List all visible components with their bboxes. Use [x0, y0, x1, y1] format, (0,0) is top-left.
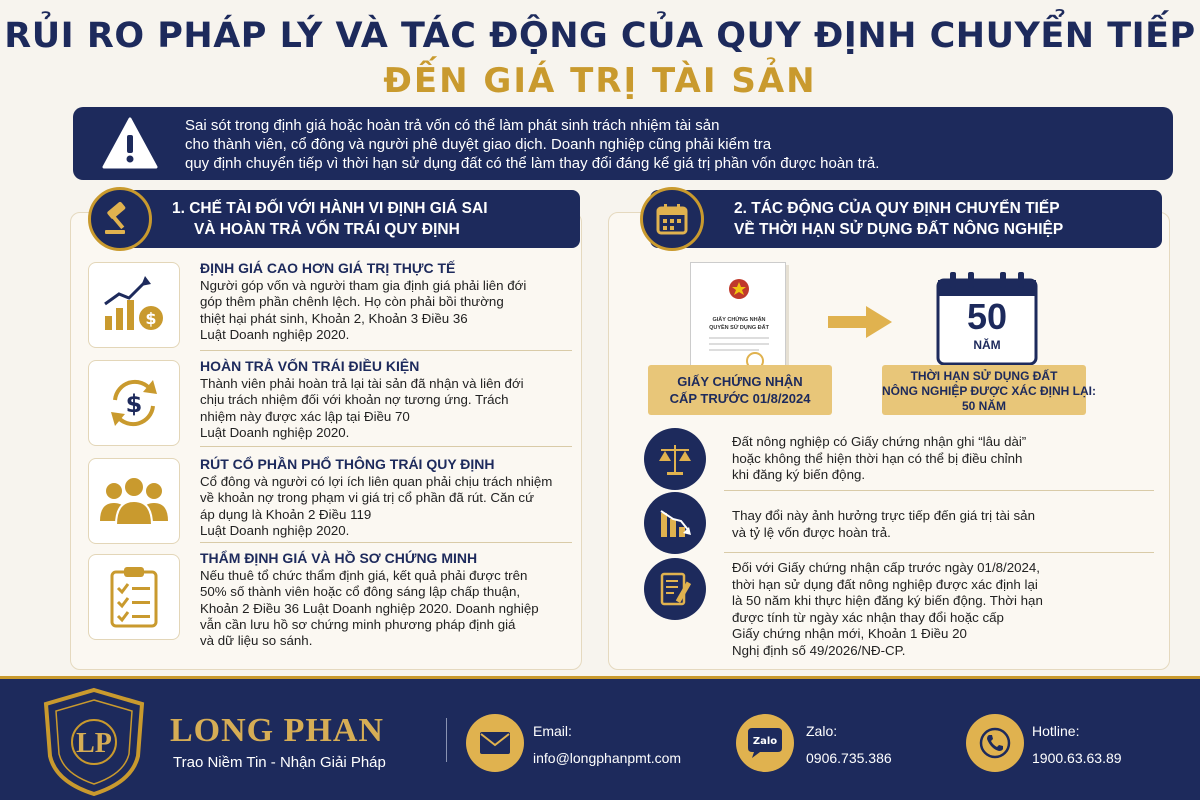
item-line: Thành viên phải hoàn trả lại tài sản đã nhận và liên đới [200, 376, 524, 391]
item-line: khi đăng ký biến động. [732, 467, 866, 482]
item-line: góp thêm phần chênh lệch. Họ còn phải bồi thường [200, 294, 504, 310]
item-line: Luật Doanh nghiệp 2020. [200, 326, 350, 342]
section1-title-line: 1. CHẾ TÀI ĐỐI VỚI HÀNH VI ĐỊNH GIÁ SAI [172, 200, 488, 217]
warning-banner [73, 107, 1173, 180]
item-line: Đối với Giấy chứng nhận cấp trước ngày 01/8/2024, [732, 560, 1040, 575]
item-line: Nếu thuê tổ chức thẩm định giá, kết quả phải được trên [200, 568, 528, 583]
item-line: Thay đổi này ảnh hưởng trực tiếp đến giá trị tài sản [732, 508, 1035, 523]
list-item [732, 560, 1152, 659]
section1-header [110, 190, 580, 248]
item-line: Giấy chứng nhận mới, Khoản 1 Điều 20 [732, 626, 967, 641]
svg-text:$: $ [125, 390, 143, 418]
list-item [88, 456, 578, 546]
warning-line: Sai sót trong định giá hoặc hoàn trả vốn có thể làm phát sinh trách nhiệm tài sản [185, 117, 720, 134]
certificate-label-line: CẤP TRƯỚC 01/8/2024 [669, 391, 811, 406]
certificate-label-line: GIẤY CHỨNG NHẬN [677, 374, 803, 389]
divider [200, 542, 572, 543]
arrow-right-icon [828, 304, 894, 340]
item-line: Luật Doanh nghiệp 2020. [200, 522, 350, 538]
gavel-icon [88, 187, 152, 251]
brand-name: LONG PHAN [170, 712, 384, 749]
hotline-label: Hotline: [1032, 723, 1080, 739]
certificate-doc-subtitle: QUYỀN SỬ DỤNG ĐẤT [709, 325, 769, 331]
divider [724, 552, 1154, 553]
certificate-label [648, 365, 832, 415]
shareholders-group-icon [88, 458, 180, 544]
section1-title-line: VÀ HOÀN TRẢ VỐN TRÁI QUY ĐỊNH [194, 221, 460, 238]
calendar-label-line: NÔNG NGHIỆP ĐƯỢC XÁC ĐỊNH LẠI: [882, 384, 1096, 398]
warning-triangle-icon [101, 115, 159, 173]
document-pen-icon [644, 558, 706, 620]
email-link[interactable]: info@longphanpmt.com [533, 750, 682, 766]
clipboard-checklist-icon [88, 554, 180, 640]
list-item [88, 358, 578, 448]
divider [200, 446, 572, 447]
item-line: Người góp vốn và người tham gia định giá phải liên đới [200, 278, 527, 293]
certificate-doc-title: GIẤY CHỨNG NHẬN [712, 317, 766, 323]
item-title: ĐỊNH GIÁ CAO HƠN GIÁ TRỊ THỰC TẾ [200, 260, 456, 276]
calendar-label [882, 365, 1096, 415]
section2-header [650, 190, 1162, 248]
dollar-refund-icon [88, 360, 180, 446]
item-line: Nghị định số 49/2026/NĐ-CP. [732, 642, 906, 658]
calendar-label-line: THỜI HẠN SỬ DỤNG ĐẤT [910, 369, 1058, 383]
item-line: nhiệm này được xác lập tại Điều 70 [200, 408, 410, 424]
item-line: Luật Doanh nghiệp 2020. [200, 424, 350, 440]
item-line: về khoản nợ trong phạm vi giá trị cổ phần đã rút. Căn cứ [200, 490, 534, 506]
item-line: được tính từ ngày xác nhận thay đổi hoặc cấp [732, 609, 1004, 625]
hotline-link[interactable]: 1900.63.63.89 [1032, 750, 1122, 766]
list-item [732, 434, 1152, 484]
section2-title-line: VỀ THỜI HẠN SỬ DỤNG ĐẤT NÔNG NGHIỆP [734, 221, 1064, 238]
email-label: Email: [533, 723, 572, 739]
warning-text [185, 116, 1145, 173]
item-line: và tỷ lệ vốn được hoàn trả. [732, 524, 891, 540]
phone-icon [966, 714, 1024, 772]
item-line: vẫn cần lưu hồ sơ chứng minh phương pháp định giá [200, 616, 516, 632]
zalo-phone-link[interactable]: 0906.735.386 [806, 750, 892, 766]
warning-line: quy định chuyển tiếp vì thời hạn sử dụng đất có thể làm thay đổi đáng kể giá trị phần vốn được hoàn trả. [185, 155, 880, 172]
growth-chart-dollar-icon [88, 262, 180, 348]
list-item [88, 260, 578, 350]
divider [724, 490, 1154, 491]
item-line: Khoản 2 Điều 36 Luật Doanh nghiệp 2020. Doanh nghiệp [200, 600, 539, 616]
calendar-unit: NĂM [973, 338, 1001, 352]
warning-line: cho thành viên, cổ đông và người phê duyệt giao dịch. Doanh nghiệp cũng phải kiểm tra [185, 136, 772, 153]
item-line: là 50 năm khi thực hiện đăng ký biến động. Thời hạn [732, 593, 1043, 608]
divider [200, 350, 572, 351]
zalo-label: Zalo: [806, 723, 838, 739]
item-line: thiệt hại phát sinh, Khoản 2, Khoản 3 Điều 36 [200, 310, 468, 326]
svg-text:$: $ [145, 309, 157, 328]
page-subtitle: ĐẾN GIÁ TRỊ TÀI SẢN [383, 61, 817, 101]
svg-text:Zalo: Zalo [752, 736, 778, 747]
item-line: Cổ đông và người có lợi ích liên quan phải chịu trách nhiệm [200, 474, 553, 489]
item-line: chịu trách nhiệm đối với khoản nợ tương ứng. Trách [200, 392, 509, 408]
footer-divider [446, 718, 447, 762]
company-logo [40, 686, 148, 796]
list-item [88, 550, 578, 655]
calendar-number: 50 [966, 296, 1008, 337]
brand-slogan: Trao Niềm Tin - Nhận Giải Pháp [173, 754, 386, 771]
item-line: thời hạn sử dụng đất nông nghiệp được xác định lại [732, 576, 1038, 592]
item-line: và dữ liệu so sánh. [200, 633, 313, 649]
item-title: THẨM ĐỊNH GIÁ VÀ HỒ SƠ CHỨNG MINH [200, 550, 478, 566]
email-icon [466, 714, 524, 772]
scales-icon [644, 428, 706, 490]
item-line: hoặc không thể hiện thời hạn có thể bị điều chỉnh [732, 450, 1023, 466]
item-line: 50% số thành viên hoặc cổ đông sáng lập chấp thuận, [200, 584, 521, 600]
item-line: áp dụng là Khoản 2 Điều 119 [200, 506, 372, 522]
svg-text:LP: LP [76, 728, 112, 759]
page-title: RỦI RO PHÁP LÝ VÀ TÁC ĐỘNG CỦA QUY ĐỊNH CHUYỂN TIẾP [4, 16, 1196, 56]
item-title: HOÀN TRẢ VỐN TRÁI ĐIỀU KIỆN [200, 358, 420, 374]
zalo-icon [736, 714, 794, 772]
section2-title-line: 2. TÁC ĐỘNG CỦA QUY ĐỊNH CHUYỂN TIẾP [734, 200, 1060, 217]
item-title: RÚT CỔ PHẦN PHỔ THÔNG TRÁI QUY ĐỊNH [200, 456, 495, 472]
list-item [732, 508, 1152, 541]
declining-chart-icon [644, 492, 706, 554]
calendar-label-line: 50 NĂM [961, 399, 1006, 413]
item-line: Đất nông nghiệp có Giấy chứng nhận ghi “lâu dài” [732, 434, 1027, 449]
calendar-icon [640, 187, 704, 251]
